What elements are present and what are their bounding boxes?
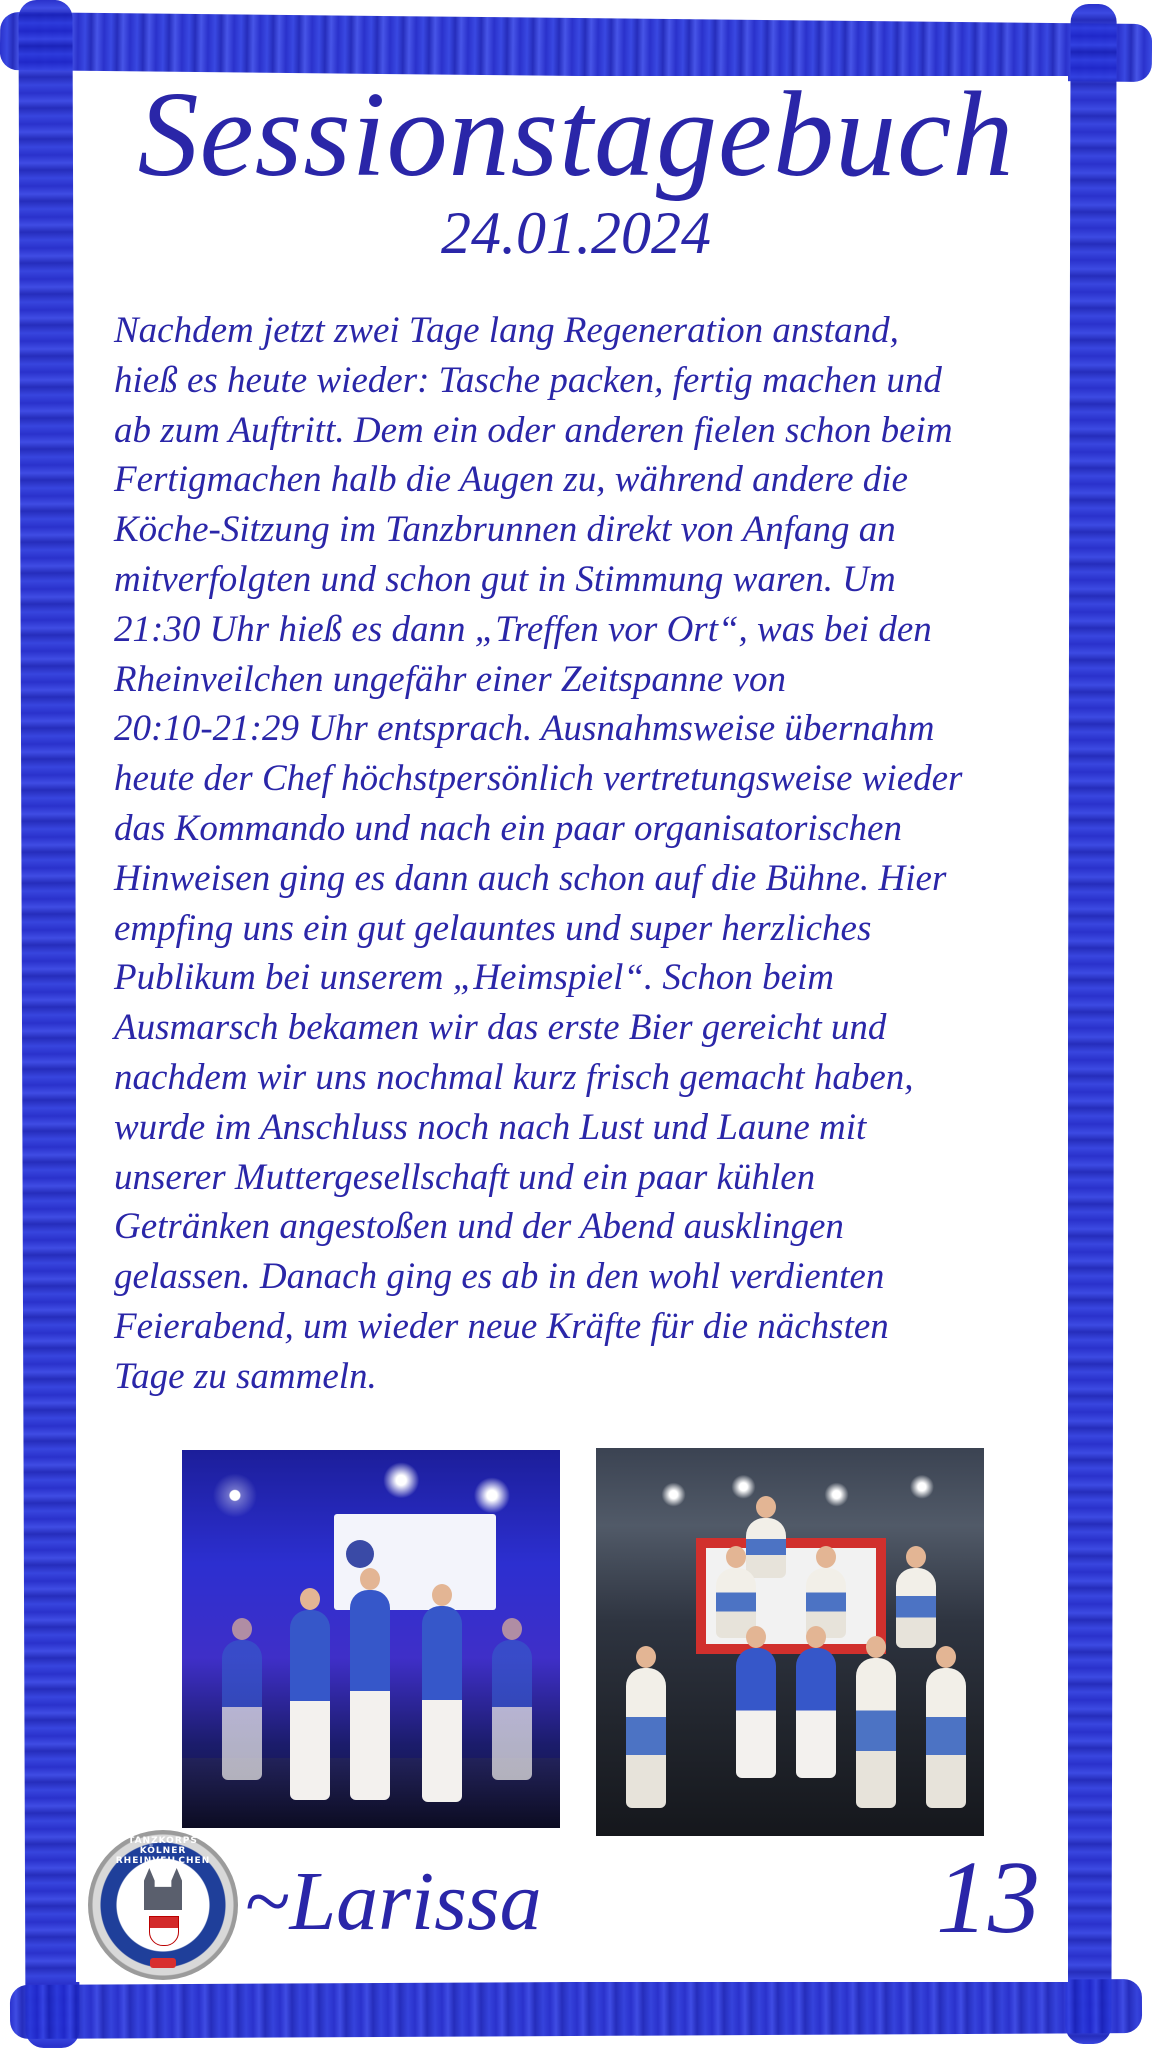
coat-of-arms-icon	[149, 1916, 179, 1946]
ribbon-icon	[150, 1958, 176, 1968]
frame-right-stroke	[1065, 4, 1116, 2044]
frame-bottom-stroke	[10, 1979, 1142, 2039]
club-logo	[88, 1830, 238, 1980]
dancer-figure	[926, 1668, 966, 1808]
dancer-figure	[290, 1610, 330, 1800]
frame-left-stroke	[18, 0, 79, 2048]
page-date: 24.01.2024	[441, 200, 711, 266]
screen-logo-icon	[346, 1540, 374, 1568]
dancer-figure	[422, 1606, 462, 1802]
author-signature: ~Larissa	[244, 1855, 542, 1948]
dancer-figure	[492, 1640, 532, 1780]
dancer-figure	[626, 1668, 666, 1808]
dancer-figure	[222, 1640, 262, 1780]
dancer-figure	[746, 1518, 786, 1578]
photo-stage-dance-formation	[596, 1448, 984, 1836]
page-title: Sessionstagebuch	[137, 67, 1015, 202]
photo-stage-male-dancers	[182, 1450, 560, 1828]
dancer-figure	[350, 1590, 390, 1800]
logo-ring-text: TANZKORPS KÖLNER RHEINVEILCHEN E.V.	[115, 1836, 211, 1876]
page-number: 13	[936, 1840, 1040, 1955]
diary-body-text: Nachdem jetzt zwei Tage lang Regeneration anstand, hieß es heute wieder: Tasche packen, fertig machen und ab zum Auftritt. Dem ein oder anderen fielen schon beim Fertigmachen halb die Augen zu, während andere die Köche-Sitzung im Tanzbrunnen direkt von Anfang an mitverfolgten und schon gut in Stimmung waren. Um 21:30 Uhr hieß es dann „Treffen vor Ort“, was bei den Rheinveilchen ungefähr einer Zeitspanne von 20:10-21:29 Uhr entsprach. Ausnahmsweise übernahm heute der Chef höchstpersönlich vertretungsweise wieder das Kommando und nach ein paar organisatorischen Hinweisen ging es dann auch schon auf die Bühne. Hier empfing uns ein gut gelauntes und super herzliches Publikum bei unserem „Heimspiel“. Schon beim Ausmarsch bekamen wir das erste Bier gereicht und nachdem wir uns nochmal kurz frisch gemacht haben, wurde im Anschluss noch nach Lust und Laune mit unserer Muttergesellschaft und ein paar kühlen Getränken angestoßen und der Abend ausklingen gelassen. Danach ging es ab in den wohl verdienten Feierabend, um wieder neue Kräfte für die nächsten Tage zu sammeln.	[114, 310, 963, 1397]
dancer-figure	[736, 1648, 776, 1778]
dancer-figure	[796, 1648, 836, 1778]
dancer-figure	[856, 1658, 896, 1808]
dancer-figure	[896, 1568, 936, 1648]
